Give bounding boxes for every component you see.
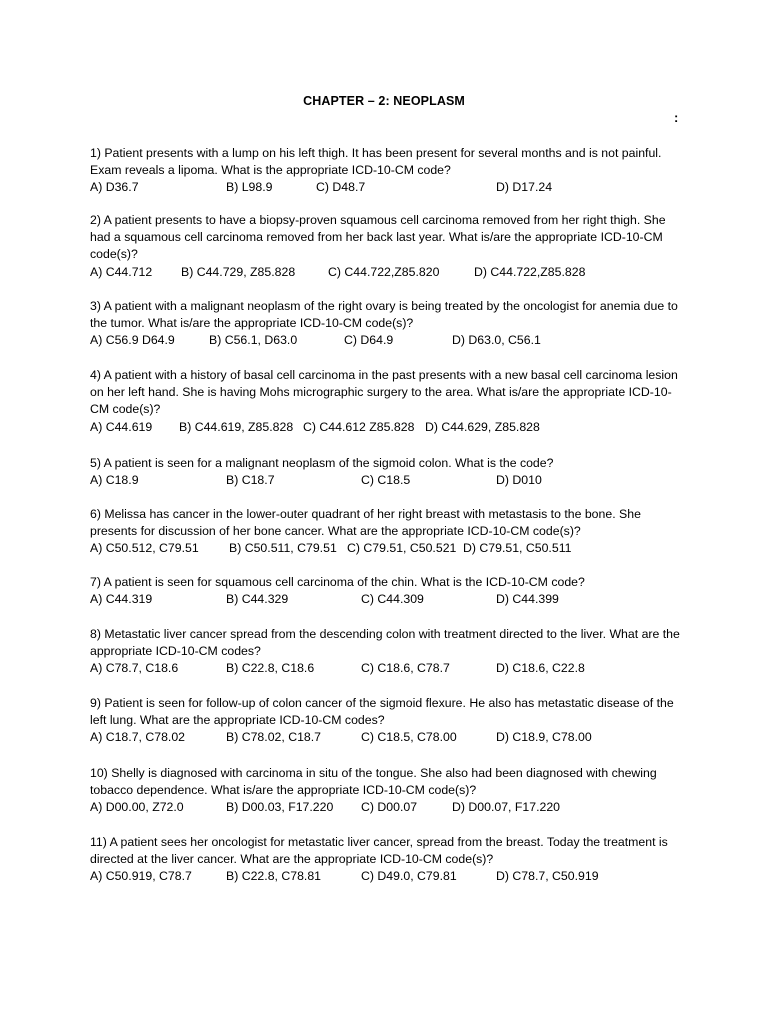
option-a: A) C18.9 [90,473,139,488]
option-c: C) D48.7 [316,180,366,195]
question-text: 2) A patient presents to have a biopsy-proven squamous cell carcinoma removed from her right thigh. She had a squamous cell carcinoma removed from her back last year. What is/are the appropriate ICD-10-CM code(s)? [90,213,666,262]
stray-colon-mark: : [674,110,679,125]
chapter-title: CHAPTER – 2: NEOPLASM [303,94,465,108]
answer-options [90,472,680,489]
answer-options [90,419,680,436]
option-a: A) C78.7, C18.6 [90,661,179,676]
answer-options [90,591,680,608]
option-a: A) C44.319 [90,592,153,607]
question-5 [90,455,680,489]
option-b: B) C22.8, C18.6 [226,661,315,676]
question-text: 1) Patient presents with a lump on his left thigh. It has been present for several months and is not painful. Exam reveals a lipoma. What is the appropriate ICD-10-CM code? [90,146,662,178]
option-b: B) C44.619, Z85.828 [179,419,294,434]
question-text: 7) A patient is seen for squamous cell carcinoma of the chin. What is the ICD-10-CM code? [90,575,585,589]
question-text: 6) Melissa has cancer in the lower-outer quadrant of her right breast with metastasis to the bone. She presents for discussion of her bone cancer. What are the appropriate ICD-10-CM code(s)? [90,507,641,539]
option-c: C) D49.0, C79.81 [361,869,457,884]
option-a: A) D36.7 [90,180,139,195]
question-text: 8) Metastatic liver cancer spread from the descending colon with treatment directed to the liver. What are the appropriate ICD-10-CM codes? [90,627,680,659]
option-d: D) C18.6, C22.8 [496,661,585,676]
option-d: D) D63.0, C56.1 [452,333,541,348]
option-b: B) C22.8, C78.81 [226,869,322,884]
option-d: D) D010 [496,473,542,488]
question-text: 5) A patient is seen for a malignant neoplasm of the sigmoid colon. What is the code? [90,456,554,470]
question-6 [90,506,680,558]
option-c: C) C44.309 [361,592,424,607]
option-c: C) C18.5 [361,473,411,488]
question-1 [90,145,680,197]
question-9 [90,695,680,747]
option-d: D) C78.7, C50.919 [496,869,599,884]
option-b: B) C56.1, D63.0 [209,333,298,348]
option-d: D) C18.9, C78.00 [496,730,592,745]
question-2 [90,212,680,281]
question-text: 10) Shelly is diagnosed with carcinoma in situ of the tongue. She also had been diagnosed with chewing tobacco dependence. What is/are the appropriate ICD-10-CM code(s)? [90,766,657,798]
option-a: A) C50.512, C79.51 [90,541,199,556]
question-8 [90,626,680,678]
option-d: D) D17.24 [496,180,553,195]
option-c: C) C79.51, C50.521 [347,541,457,556]
option-b: B) C50.511, C79.51 [229,541,337,556]
option-c: C) C44.722,Z85.820 [328,264,440,279]
answer-options [90,799,680,816]
option-d: D) C79.51, C50.511 [463,541,572,556]
answer-options [90,179,680,196]
option-b: B) C78.02, C18.7 [226,730,322,745]
question-3 [90,298,680,350]
answer-options [90,729,680,746]
option-a: A) C44.619 [90,419,153,434]
option-b: B) C44.329 [226,592,289,607]
question-text: 3) A patient with a malignant neoplasm of the right ovary is being treated by the oncologist for anemia due to the tumor. What is/are the appropriate ICD-10-CM code(s)? [90,299,678,331]
answer-options [90,264,680,281]
option-d: D) D00.07, F17.220 [452,800,561,815]
question-7 [90,574,680,608]
question-10 [90,765,680,817]
option-a: A) C50.919, C78.7 [90,869,192,884]
option-b: B) L98.9 [226,180,273,195]
option-b: B) C18.7 [226,473,275,488]
option-c: C) C44.612 Z85.828 [303,419,415,434]
option-c: C) D64.9 [344,333,394,348]
answer-options [90,660,680,677]
question-text: 11) A patient sees her oncologist for metastatic liver cancer, spread from the breast. Today the treatment is directed at the liver cancer. What are the appropriate ICD-10-CM code(s)? [90,835,668,867]
option-a: A) C56.9 D64.9 [90,333,175,348]
question-text: 9) Patient is seen for follow-up of colon cancer of the sigmoid flexure. He also has metastatic disease of the left lung. What are the appropriate ICD-10-CM codes? [90,696,674,728]
option-a: A) C44.712 [90,264,153,279]
question-4 [90,367,680,436]
option-b: B) D00.03, F17.220 [226,800,334,815]
option-d: D) C44.399 [496,592,559,607]
option-c: C) C18.6, C78.7 [361,661,450,676]
option-c: C) D00.07 [361,800,418,815]
option-d: D) C44.629, Z85.828 [425,419,540,434]
answer-options [90,332,680,349]
answer-options [90,868,680,885]
question-11 [90,834,680,886]
option-c: C) C18.5, C78.00 [361,730,457,745]
question-text: 4) A patient with a history of basal cell carcinoma in the past presents with a new basal cell carcinoma lesion on her left hand. She is having Mohs micrographic surgery to the area. What is/are the appropriate ICD-10-CM code(s)? [90,368,678,417]
answer-options [90,540,680,557]
option-a: A) D00.00, Z72.0 [90,800,184,815]
option-d: D) C44.722,Z85.828 [474,264,586,279]
option-b: B) C44.729, Z85.828 [181,264,296,279]
option-a: A) C18.7, C78.02 [90,730,186,745]
